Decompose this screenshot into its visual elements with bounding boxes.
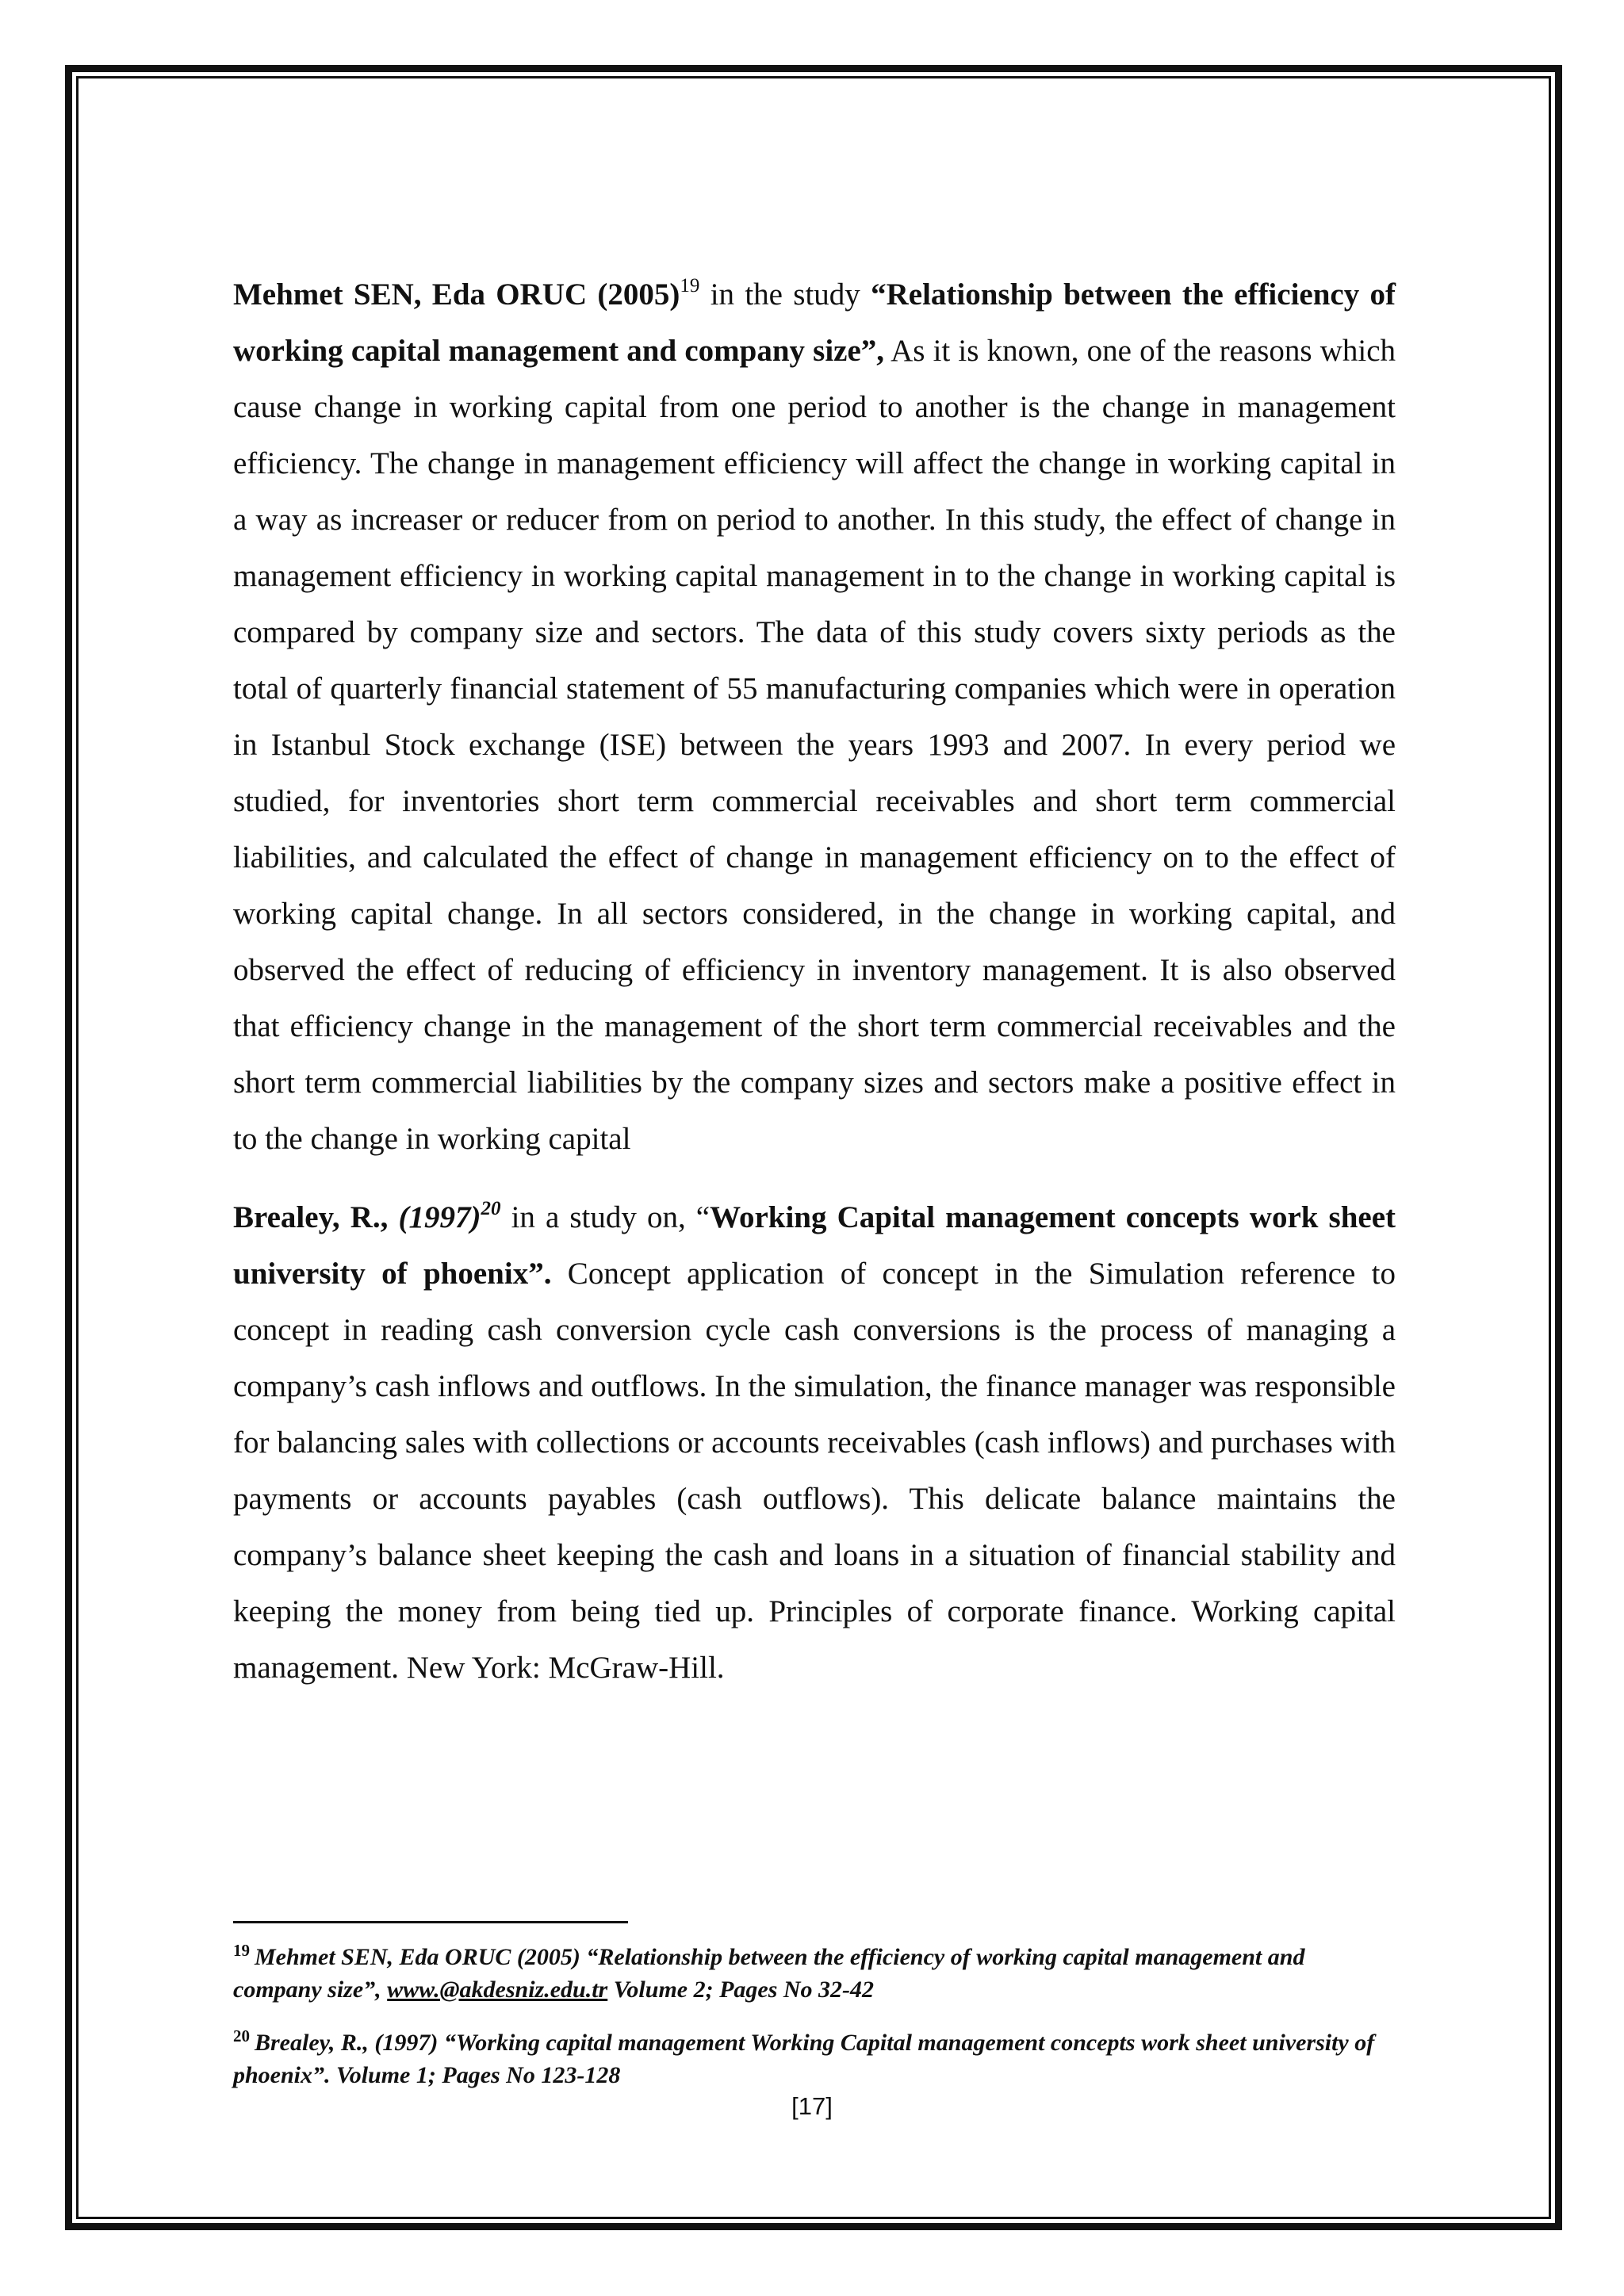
study-title: “Relationship between the efficiency of working capital management and company size”,: [233, 277, 1396, 368]
footnote-number: 20: [233, 2026, 250, 2045]
footnote-ref[interactable]: 19: [680, 275, 700, 297]
author-citation: Brealey, R.,: [233, 1200, 389, 1234]
footnote-20: [233, 2026, 1396, 2091]
footnote-ref[interactable]: 20: [481, 1198, 501, 1219]
paragraph-body: Concept application of concept in the Simulation reference to concept in reading cash conversion cycle cash conversions is the process of managing a company’s cash inflows and outflows. In the simulation, the finance manager was responsible for balancing sales with collections or accounts receivables (cash inflows) and purchases with payments or accounts payables (cash outflows). This delicate balance maintains the company’s balance sheet keeping the cash and loans in a situation of financial stability and keeping the money from being tied up. Principles of corporate finance. Working capital management. New York: McGraw-Hill.: [233, 1257, 1396, 1685]
footnote-text-after: Volume 2; Pages No 32-42: [607, 1976, 875, 2003]
body-text: [233, 266, 1396, 1718]
footnote-19: [233, 1941, 1396, 2006]
connector-text: in a study on, “: [500, 1200, 710, 1234]
footnotes: [233, 1941, 1396, 2112]
author-citation: Mehmet SEN, Eda ORUC (2005): [233, 277, 680, 312]
footnote-link[interactable]: www.@akdesniz.edu.tr: [387, 1976, 608, 2003]
paragraph-brealey: [233, 1189, 1396, 1696]
study-title: Working Capital management concepts work sheet university of phoenix”.: [233, 1200, 1396, 1291]
paragraph-body: As it is known, one of the reasons which cause change in working capital from one period to another is the change in management efficiency. The change in management efficiency will affect the change in working capital in a way as increaser or reducer from on period to another. In this study, the effect of change in management efficiency in working capital management in to the change in working capital is compared by company size and sectors. The data of this study covers sixty periods as the total of quarterly financial statement of 55 manufacturing companies which were in operation in Istanbul Stock exchange (ISE) between the years 1993 and 2007. In every period we studied, for inventories short term commercial receivables and short term commercial liabilities, and calculated the effect of change in management efficiency on to the effect of working capital change. In all sectors considered, in the change in working capital, and observed the effect of reducing of efficiency in inventory management. It is also observed that efficiency change in the management of the short term commercial receivables and the short term commercial liabilities by the company sizes and sectors make a positive effect in to the change in working capital: [233, 334, 1396, 1156]
citation-year: (1997): [388, 1200, 481, 1234]
footnote-separator: [233, 1921, 628, 1923]
footnote-text: Mehmet SEN, Eda ORUC (2005) “Relationship between the efficiency of working capital management and company size”,: [233, 1944, 1305, 2003]
footnote-text: Brealey, R., (1997) “Working capital management Working Capital management concepts work sheet university of phoenix”. Volume 1; Pages No 123-128: [233, 2030, 1375, 2088]
footnote-number: 19: [233, 1941, 250, 1960]
paragraph-sen-oruc: [233, 266, 1396, 1167]
connector-text: in the study: [699, 277, 871, 312]
page-number: [17]: [791, 2092, 833, 2120]
